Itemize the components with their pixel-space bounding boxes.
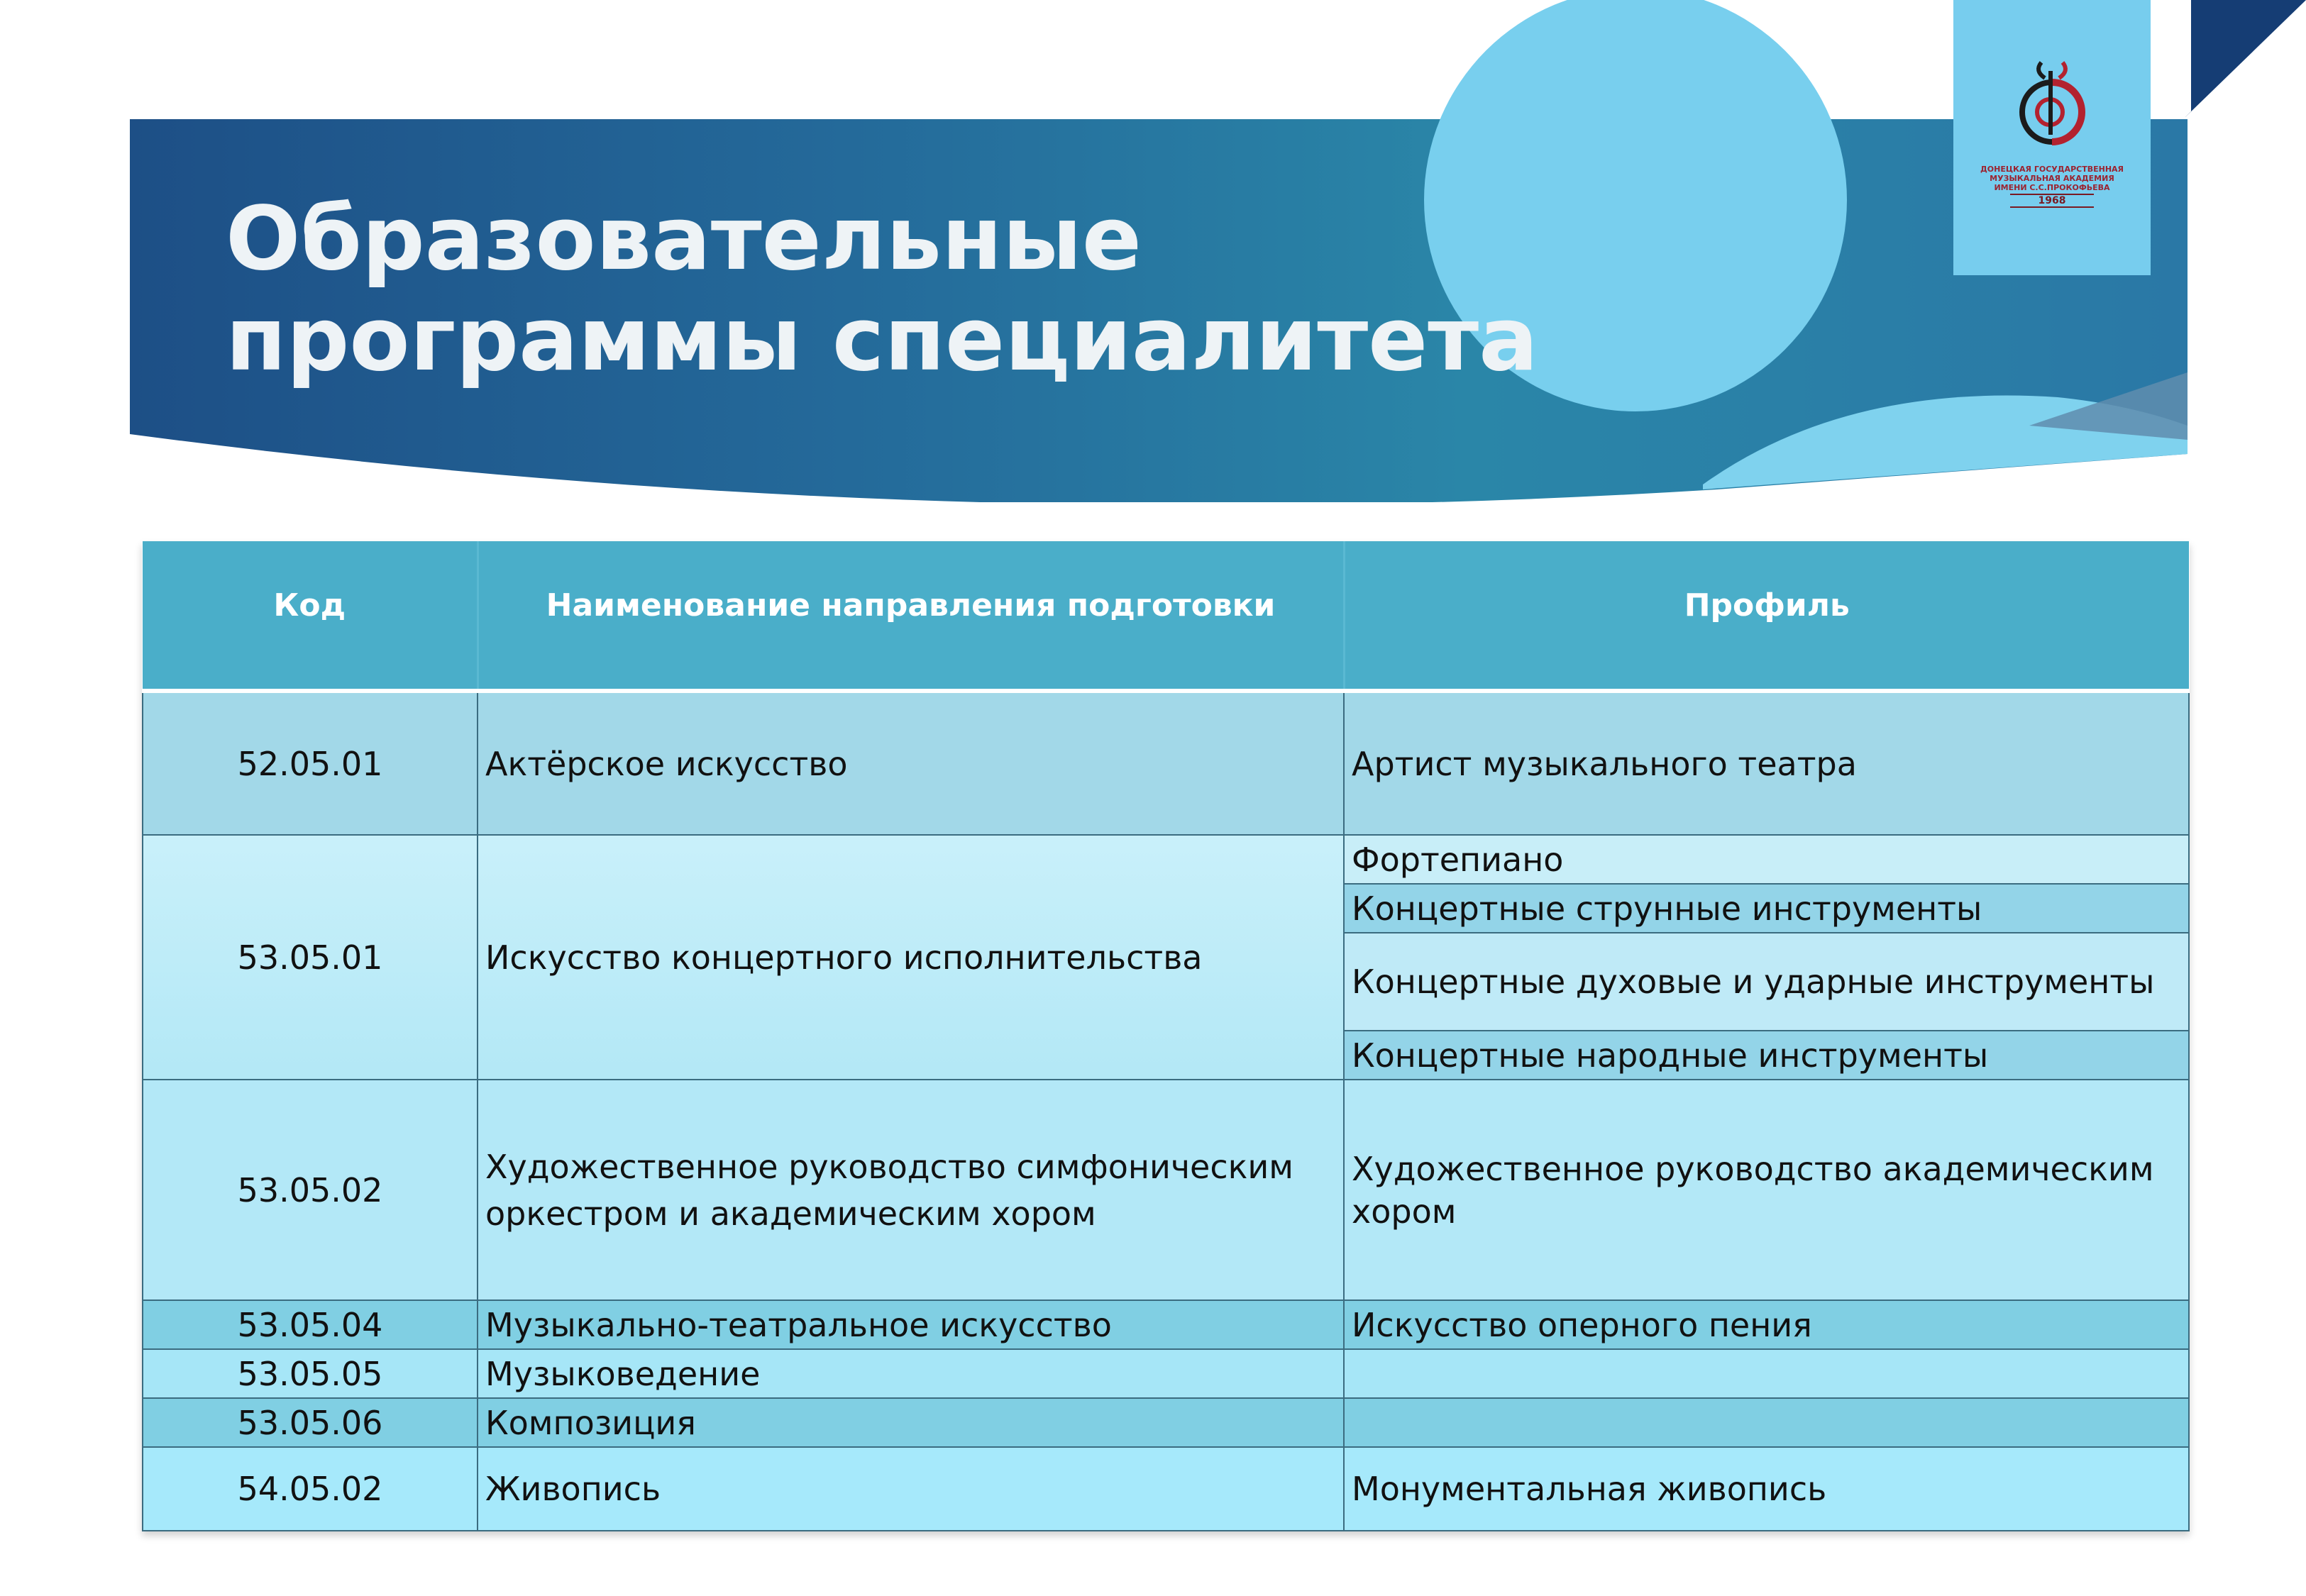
row-name: Живопись [478,1447,1344,1531]
row-code: 53.05.01 [143,835,478,1080]
row-name: Музыковедение [478,1349,1344,1398]
treble-clef-emblem-icon [2013,57,2091,156]
header-code: Код [143,541,478,691]
row-code: 54.05.02 [143,1447,478,1531]
table-header-row [143,541,2189,691]
title-line-2: программы специалитета [226,289,1538,391]
row-name: Искусство концертного исполнительства [478,835,1344,1080]
table-row [143,1080,2189,1300]
row-name: Актёрское искусство [478,691,1344,835]
table-row [143,1398,2189,1447]
row-code: 52.05.01 [143,691,478,835]
row-profile: Монументальная живопись [1344,1447,2189,1531]
row-profile [1344,1398,2189,1447]
row-name: Музыкально-театральное искусство [478,1300,1344,1349]
logo-line-2: МУЗЫКАЛЬНАЯ АКАДЕМИЯ [1990,174,2114,183]
table-row [143,1349,2189,1398]
row-code: 53.05.02 [143,1080,478,1300]
page-title [226,189,1574,390]
header-profile: Профиль [1344,541,2189,691]
row-code: 53.05.05 [143,1349,478,1398]
row-code: 53.05.06 [143,1398,478,1447]
row-profile: Концертные народные инструменты [1344,1031,2189,1080]
row-name: Художественное руководство симфоническим оркестром и академическим хором [478,1080,1344,1300]
logo-year: 1968 [2010,194,2095,208]
academy-logo [1953,0,2151,275]
table-row [143,1300,2189,1349]
programs-table [142,541,2190,1531]
row-profile: Концертные струнные инструменты [1344,884,2189,933]
row-profile: Концертные духовые и ударные инструменты [1344,933,2189,1031]
row-name: Композиция [478,1398,1344,1447]
title-line-1: Образовательные [226,188,1142,290]
row-profile: Артист музыкального театра [1344,691,2189,835]
table-row [143,1447,2189,1531]
row-code: 53.05.04 [143,1300,478,1349]
header-name: Наименование направления подготовки [478,541,1344,691]
row-profile: Художественное руководство академическим хором [1344,1080,2189,1300]
row-profile: Искусство оперного пения [1344,1300,2189,1349]
row-profile: Фортепиано [1344,835,2189,884]
table-row [143,691,2189,835]
logo-line-3: ИМЕНИ С.С.ПРОКОФЬЕВА [1994,183,2110,192]
row-profile [1344,1349,2189,1398]
table-row [143,835,2189,884]
logo-line-1: ДОНЕЦКАЯ ГОСУДАРСТВЕННАЯ [1980,165,2124,174]
